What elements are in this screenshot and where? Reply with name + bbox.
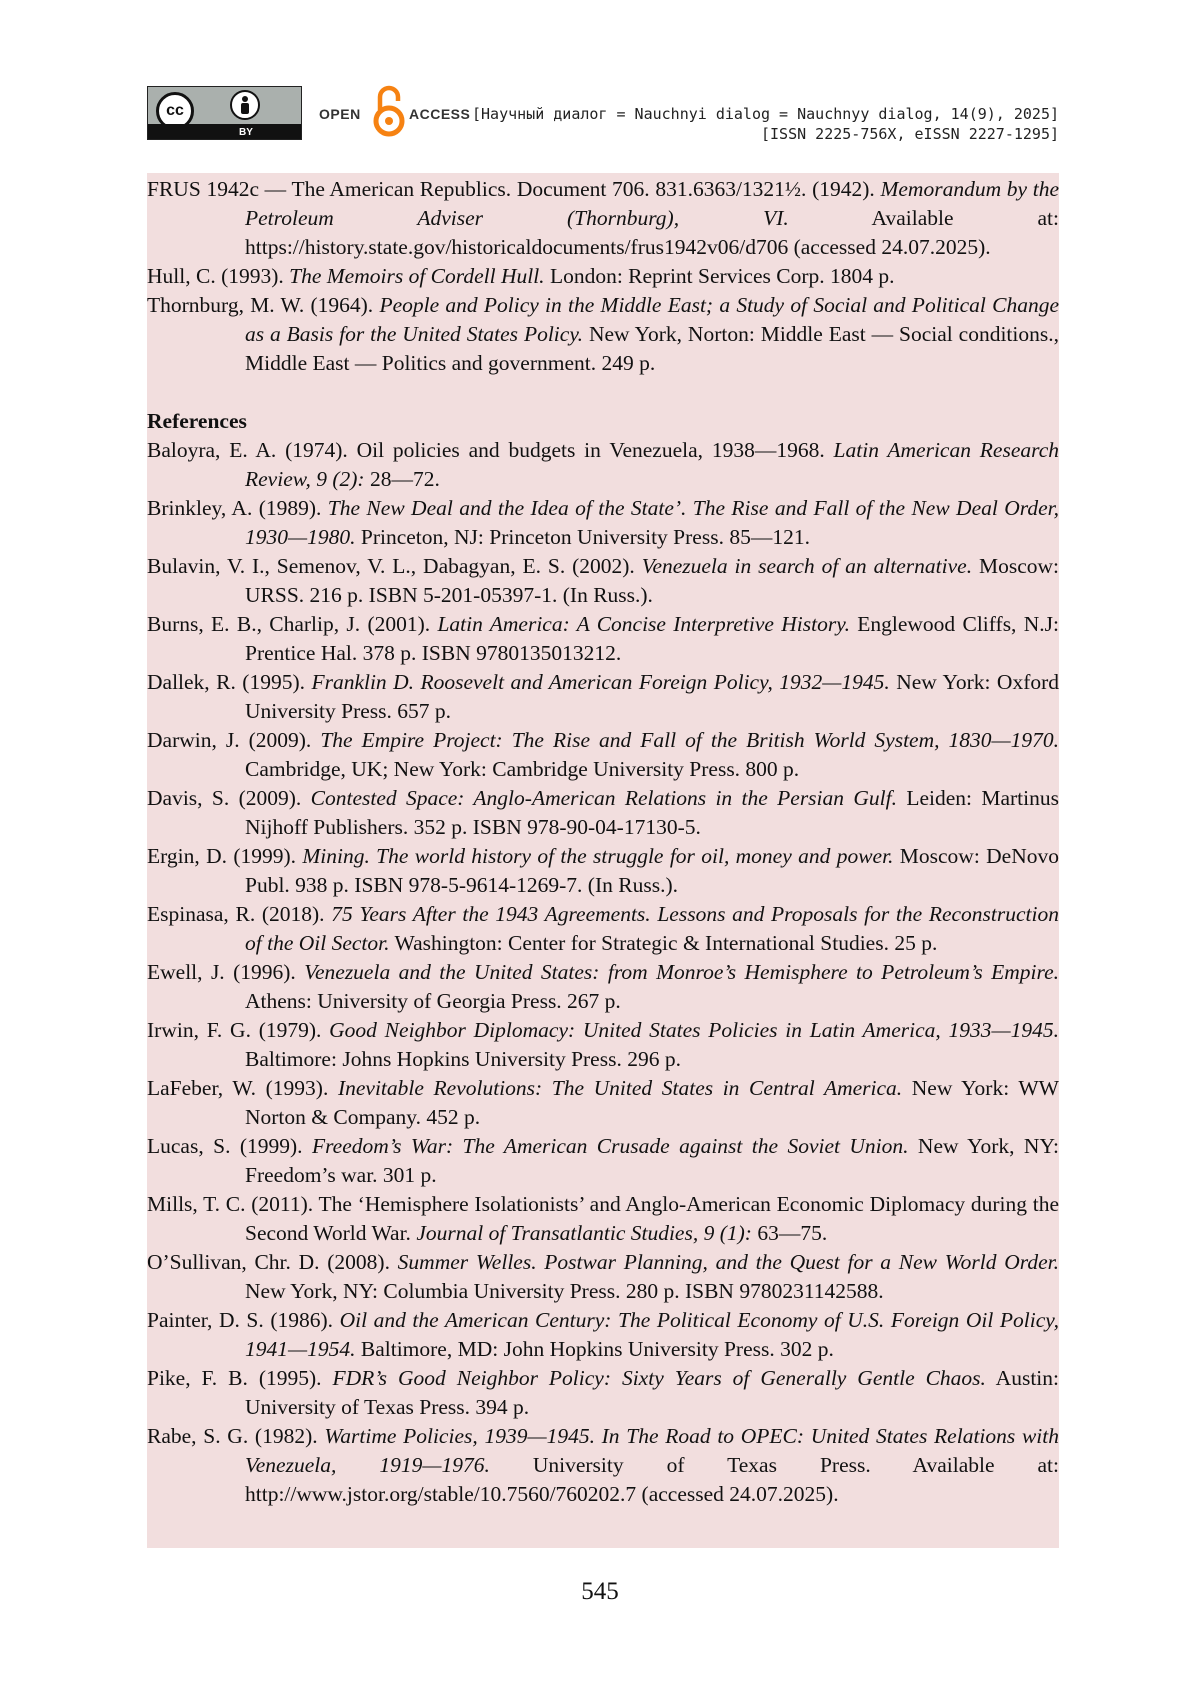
reference-title: Franklin D. Roosevelt and American Foreign Policy, 1932—1945. xyxy=(311,670,890,694)
open-access-open-text: OPEN xyxy=(319,106,361,122)
reference-publication: Austin: University of Texas Press. 394 p. xyxy=(245,1366,1059,1419)
reference-publication: 28—72. xyxy=(364,467,440,491)
reference-title: The New Deal and the Idea of the State’. The Rise and Fall of the New Deal Order, 1930—1980. xyxy=(245,496,1059,549)
reference-entry xyxy=(147,1132,1059,1190)
reference-publication: Moscow: DeNovo Publ. 938 p. ISBN 978-5-9614-1269-7. (In Russ.). xyxy=(245,844,1059,897)
reference-entry xyxy=(147,842,1059,900)
reference-text: Irwin, F. G. (1979). xyxy=(147,1018,330,1042)
reference-title: Journal of Transatlantic Studies, 9 (1): xyxy=(416,1221,752,1245)
reference-publication: Moscow: URSS. 216 p. ISBN 5-201-05397-1. (In Russ.). xyxy=(245,554,1060,607)
reference-entry xyxy=(147,900,1059,958)
reference-publication: New York, Norton: Middle East — Social conditions., Middle East — Politics and government. 249 p. xyxy=(245,322,1059,375)
reference-publication: New York: WW Norton & Company. 452 p. xyxy=(245,1076,1059,1129)
reference-publication: Baltimore, MD: John Hopkins University Press. 302 p. xyxy=(355,1337,834,1361)
open-access-access-text: ACCESS xyxy=(409,106,471,122)
reference-text: LaFeber, W. (1993). xyxy=(147,1076,338,1100)
reference-entry xyxy=(147,1422,1059,1509)
reference-publication: New York, NY: Columbia University Press. 280 p. ISBN 9780231142588. xyxy=(245,1279,884,1303)
reference-entry xyxy=(147,494,1059,552)
reference-publication: Available at: https://history.state.gov/historicaldocuments/frus1942v06/d706 (accessed 24.07.2025). xyxy=(245,206,1059,259)
reference-publication: New York: Oxford University Press. 657 p. xyxy=(245,670,1060,723)
reference-entry xyxy=(147,1248,1059,1306)
reference-entry xyxy=(147,1364,1059,1422)
open-access-lock-icon xyxy=(371,84,407,138)
reference-title: Wartime Policies, 1939—1945. In The Road to OPEC: United States Relations with Venezuela, 1919—1976. xyxy=(245,1424,1060,1477)
reference-text: Burns, E. B., Charlip, J. (2001). xyxy=(147,612,438,636)
journal-title-line: [Научный диалог = Nauchnyi dialog = Nauchnyy dialog, 14(9), 2025] xyxy=(472,105,1059,123)
license-by-label: BY xyxy=(239,127,253,138)
reference-text: Thornburg, M. W. (1964). xyxy=(147,293,380,317)
reference-text: Baloyra, E. A. (1974). Oil policies and budgets in Venezuela, 1938—1968. xyxy=(147,438,834,462)
bibliography-block xyxy=(147,173,1059,1548)
attribution-person-icon xyxy=(230,90,260,120)
reference-entry xyxy=(147,1016,1059,1074)
reference-publication: 63—75. xyxy=(751,1221,828,1245)
reference-text: FRUS 1942c — The American Republics. Document 706. 831.6363/1321½. (1942). xyxy=(147,177,881,201)
reference-publication: Washington: Center for Strategic & International Studies. 25 p. xyxy=(389,931,938,955)
reference-title: Oil and the American Century: The Political Economy of U.S. Foreign Oil Policy, 1941—1954. xyxy=(245,1308,1060,1361)
creative-commons-icon: cc xyxy=(156,92,194,130)
reference-title: Inevitable Revolutions: The United States in Central America. xyxy=(337,1076,903,1100)
reference-publication: London: Reprint Services Corp. 1804 p. xyxy=(544,264,895,288)
cc-by-license-badge[interactable] xyxy=(147,86,302,140)
reference-title: Mining. The world history of the struggle for oil, money and power. xyxy=(302,844,894,868)
reference-title: Venezuela and the United States: from Monroe’s Hemisphere to Petroleum’s Empire. xyxy=(304,960,1059,984)
reference-entry xyxy=(147,291,1059,378)
sources-list xyxy=(147,175,1059,378)
reference-title: FDR’s Good Neighbor Policy: Sixty Years of Generally Gentle Chaos. xyxy=(332,1366,986,1390)
reference-entry xyxy=(147,175,1059,262)
reference-entry xyxy=(147,1074,1059,1132)
reference-title: Latin American Research Review, 9 (2): xyxy=(245,438,1059,491)
reference-text: Mills, T. C. (2011). The ‘Hemisphere Isolationists’ and Anglo-American Economic Diplomacy during the Second World War. xyxy=(147,1192,1059,1245)
journal-citation xyxy=(472,104,1059,144)
reference-text: Ewell, J. (1996). xyxy=(147,960,305,984)
reference-text: Pike, F. B. (1995). xyxy=(147,1366,333,1390)
reference-text: Painter, D. S. (1986). xyxy=(147,1308,340,1332)
reference-text: Espinasa, R. (2018). xyxy=(147,902,332,926)
reference-entry xyxy=(147,1306,1059,1364)
reference-entry xyxy=(147,262,1059,291)
reference-publication: Cambridge, UK; New York: Cambridge University Press. 800 p. xyxy=(245,757,800,781)
reference-text: O’Sullivan, Chr. D. (2008). xyxy=(147,1250,398,1274)
reference-publication: Athens: University of Georgia Press. 267 p. xyxy=(245,989,621,1013)
reference-entry xyxy=(147,784,1059,842)
reference-text: Dallek, R. (1995). xyxy=(147,670,312,694)
reference-text: Ergin, D. (1999). xyxy=(147,844,303,868)
reference-entry xyxy=(147,958,1059,1016)
reference-title: Contested Space: Anglo-American Relations in the Persian Gulf. xyxy=(310,786,897,810)
reference-text: Lucas, S. (1999). xyxy=(147,1134,312,1158)
reference-title: The Empire Project: The Rise and Fall of the British World System, 1830—1970. xyxy=(320,728,1059,752)
reference-title: Latin America: A Concise Interpretive History. xyxy=(437,612,850,636)
reference-publication: University of Texas Press. Available at: http://www.jstor.org/stable/10.7560/760202.7 (accessed 24.07.2025). xyxy=(245,1453,1059,1506)
reference-entry xyxy=(147,436,1059,494)
reference-publication: New York, NY: Freedom’s war. 301 p. xyxy=(245,1134,1059,1187)
reference-title: People and Policy in the Middle East; a Study of Social and Political Change as a Basis for the United States Policy. xyxy=(245,293,1059,346)
reference-publication: Leiden: Martinus Nijhoff Publishers. 352 p. ISBN 978-90-04-17130-5. xyxy=(245,786,1059,839)
reference-title: Venezuela in search of an alternative. xyxy=(641,554,973,578)
open-access-logo xyxy=(319,84,479,140)
reference-publication: Englewood Cliffs, N.J: Prentice Hal. 378 p. ISBN 9780135013212. xyxy=(245,612,1059,665)
reference-entry xyxy=(147,610,1059,668)
issn-line: [ISSN 2225-756X, eISSN 2227-1295] xyxy=(760,125,1059,143)
reference-entry xyxy=(147,1190,1059,1248)
page-number: 545 xyxy=(581,1578,619,1605)
reference-title: Freedom’s War: The American Crusade against the Soviet Union. xyxy=(311,1134,909,1158)
reference-title: Good Neighbor Diplomacy: United States Policies in Latin America, 1933—1945. xyxy=(329,1018,1059,1042)
reference-title: 75 Years After the 1943 Agreements. Lessons and Proposals for the Reconstruction of the Oil Sector. xyxy=(245,902,1059,955)
reference-text: Darwin, J. (2009). xyxy=(147,728,321,752)
reference-entry xyxy=(147,552,1059,610)
reference-text: Rabe, S. G. (1982). xyxy=(147,1424,325,1448)
reference-title: The Memoirs of Cordell Hull. xyxy=(289,264,545,288)
reference-title: Memorandum by the Petroleum Adviser (Thornburg), VI. xyxy=(245,177,1060,230)
reference-text: Brinkley, A. (1989). xyxy=(147,496,328,520)
references-heading: References xyxy=(147,409,247,433)
references-list xyxy=(147,436,1059,1509)
page-header xyxy=(147,84,1059,144)
reference-text: Davis, S. (2009). xyxy=(147,786,311,810)
reference-text: Bulavin, V. I., Semenov, V. L., Dabagyan, E. S. (2002). xyxy=(147,554,642,578)
reference-title: Summer Welles. Postwar Planning, and the Quest for a New World Order. xyxy=(397,1250,1059,1274)
reference-text: Hull, C. (1993). xyxy=(147,264,290,288)
reference-publication: Baltimore: Johns Hopkins University Press. 296 p. xyxy=(245,1047,681,1071)
reference-entry xyxy=(147,726,1059,784)
reference-entry xyxy=(147,668,1059,726)
reference-publication: Princeton, NJ: Princeton University Press. 85—121. xyxy=(355,525,810,549)
